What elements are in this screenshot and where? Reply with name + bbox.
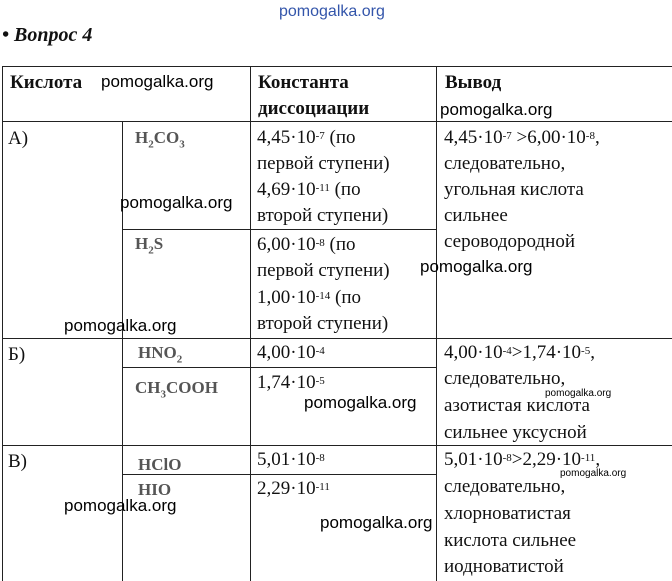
table-rule: [436, 66, 437, 581]
conclusion-text: хлорноватистая: [444, 503, 571, 524]
group-label: Б): [8, 344, 26, 365]
constant-note: первой ступени): [257, 260, 390, 281]
table-rule: [2, 66, 672, 67]
table-rule: [250, 66, 251, 581]
conclusion-comparison: $4,00\cdot 10^{-4}>1,74\cdot 10^{-5}$,: [444, 342, 595, 363]
watermark: pomogalka.org: [120, 193, 233, 212]
table-rule: [2, 338, 672, 339]
watermark: pomogalka.org: [101, 72, 214, 91]
conclusion-comparison: $5,01\cdot 10^{-8}>2,29\cdot 10^{-11}$,: [444, 449, 601, 470]
header-acid: Кислота: [10, 72, 83, 93]
constant-value: $4,45\cdot 10^{-7}$ (по: [257, 127, 356, 148]
conclusion-text: угольная кислота: [444, 179, 584, 200]
conclusion-text: сильнее уксусной: [444, 422, 587, 443]
table-rule: [122, 229, 436, 230]
watermark: pomogalka.org: [279, 3, 385, 20]
table-rule: [122, 367, 436, 368]
acid-formula: $HNO_2$: [138, 343, 183, 366]
watermark: pomogalka.org: [304, 393, 417, 412]
acid-formula: HIO: [138, 480, 172, 499]
conclusion-text: азотистая кислота: [444, 395, 590, 416]
watermark: pomogalka.org: [64, 496, 177, 515]
conclusion-comparison: $4,45\cdot 10^{-7} >6,00\cdot 10^{-8}$,: [444, 127, 600, 148]
constant-value: $4,00\cdot 10^{-4}$: [257, 342, 325, 363]
constant-value: $5,01\cdot 10^{-8}$: [257, 449, 325, 470]
header-conclusion: Вывод: [445, 72, 502, 93]
conclusion-text: следовательно,: [444, 368, 566, 389]
acid-formula: $H_2CO_3$: [135, 128, 185, 151]
constant-value: $1,00\cdot 10^{-14}$ (по: [257, 287, 361, 308]
constant-note: второй ступени): [257, 313, 389, 334]
conclusion-text: следовательно,: [444, 153, 566, 174]
conclusion-text: следовательно,: [444, 476, 566, 497]
constant-value: $4,69\cdot 10^{-11}$ (по: [257, 179, 361, 200]
acid-formula: $H_2S$: [135, 234, 164, 257]
constant-note: первой ступени): [257, 153, 390, 174]
acid-formula: HClO: [138, 455, 182, 474]
conclusion-text: кислота сильнее: [444, 530, 577, 551]
question-heading: • Вопрос 4: [2, 24, 93, 46]
constant-note: второй ступени): [257, 205, 389, 226]
header-constant-line1: Константа: [258, 72, 349, 93]
watermark: pomogalka.org: [440, 100, 553, 119]
constant-value: $6,00\cdot 10^{-8}$ (по: [257, 234, 356, 255]
conclusion-text: сильнее: [444, 205, 508, 226]
watermark: pomogalka.org: [64, 316, 177, 335]
header-constant-line2: диссоциации: [258, 98, 370, 119]
watermark: pomogalka.org: [420, 257, 533, 276]
constant-value: $1,74\cdot 10^{-5}$: [257, 372, 325, 393]
group-label: В): [8, 451, 27, 472]
group-label: А): [8, 128, 29, 149]
constant-value: $2,29\cdot 10^{-11}$: [257, 478, 330, 499]
acid-formula: $CH_3COOH$: [135, 378, 218, 401]
conclusion-text: иодноватистой: [444, 556, 564, 577]
conclusion-text: сероводородной: [444, 231, 576, 252]
table-rule: [2, 66, 3, 581]
watermark: pomogalka.org: [545, 388, 612, 399]
watermark: pomogalka.org: [560, 468, 627, 479]
watermark: pomogalka.org: [320, 513, 433, 532]
